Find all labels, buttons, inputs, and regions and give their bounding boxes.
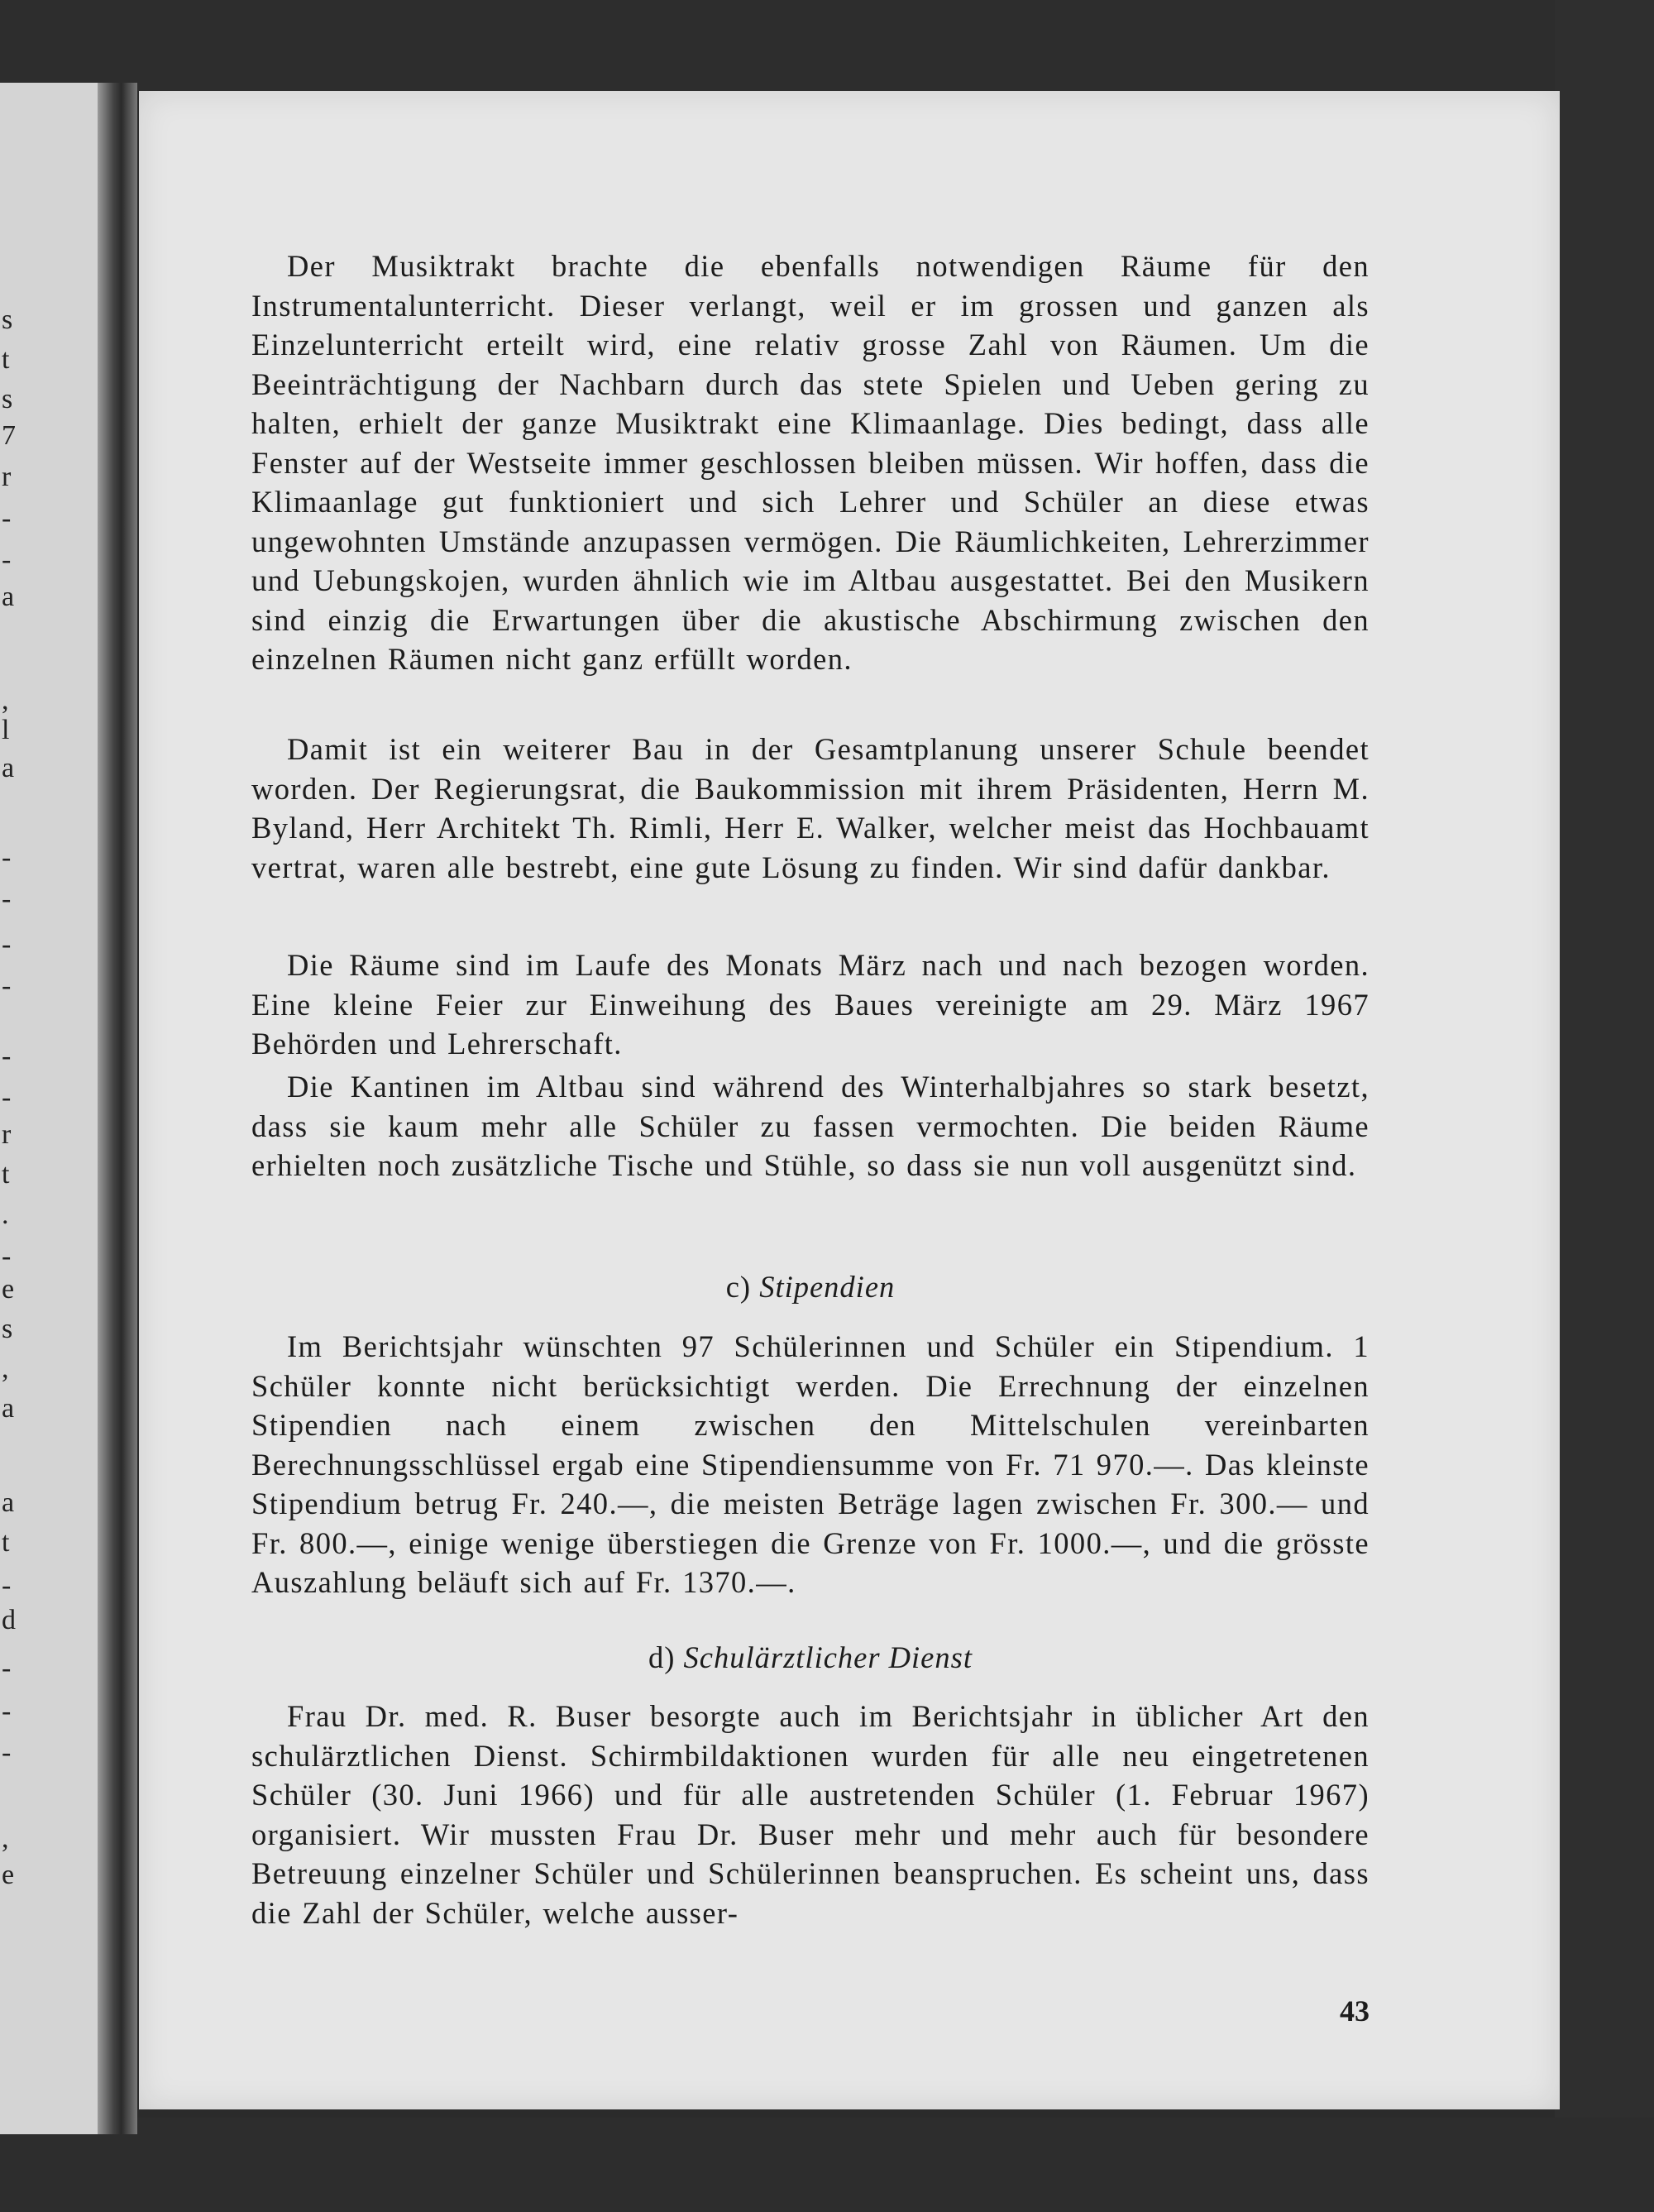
facing-page-fragment: a bbox=[2, 1393, 15, 1424]
facing-page-fragment: - bbox=[2, 1041, 12, 1071]
facing-page-fragment: - bbox=[2, 1241, 12, 1271]
facing-page-fragment: r bbox=[2, 462, 12, 492]
facing-page-fragment: r bbox=[2, 1119, 12, 1150]
facing-page-fragment: - bbox=[2, 929, 12, 960]
paragraph-kantinen bbox=[251, 1067, 1370, 1185]
facing-page-fragment: l bbox=[2, 715, 10, 745]
facing-page-fragment: t bbox=[2, 344, 10, 375]
facing-page-fragment: a bbox=[2, 753, 15, 783]
paragraph-text: Damit ist ein weiterer Bau in der Gesamtplanung unserer Schule beendet worden. Der Regierungsrat, die Baukommission mit ihrem Präsidenten, Herrn M. Byland, Herr Architekt Th. Rimli, Herr E. Walker, welcher meist das Hochbauamt vertrat, waren alle bestrebt, eine gute Lösung zu finden. Wir sind dafür dankbar. bbox=[251, 732, 1370, 884]
section-label: d) bbox=[648, 1640, 676, 1674]
facing-page-fragment: - bbox=[2, 842, 12, 873]
paragraph-text: Der Musiktrakt brachte die ebenfalls notwendigen Räume für den Instrumentalunterricht. Dieser verlangt, weil er im grossen und ganzen als Einzelunterricht erteilt wird, eine relativ grosse Zahl von Räumen. Um die Beeinträchtigung der Nachbarn durch das stete Spielen und Ueben gering zu halten, erhielt der ganze Musiktrakt eine Klimaanlage. Dies bedingt, dass alle Fenster auf der Westseite immer geschlossen bleiben müssen. Wir hoffen, dass die Klimaanlage gut funktioniert und sich Lehrer und Schüler an diese etwas ungewohnten Umstände anzupassen vermögen. Die Räumlichkeiten, Lehrerzimmer und Uebungskojen, wurden ähnlich wie im Altbau ausgestattet. Bei den Musikern sind einzig die Erwartungen über die akustische Abschirmung zwischen den einzelnen Räumen nicht ganz erfüllt worden. bbox=[251, 249, 1370, 676]
facing-page-fragment: - bbox=[2, 883, 12, 914]
facing-page-fragment: s bbox=[2, 304, 13, 335]
section-title: Schulärztlicher Dienst bbox=[683, 1640, 973, 1674]
document-page bbox=[139, 91, 1560, 2109]
paragraph-text: Im Berichtsjahr wünschten 97 Schülerinnen und Schüler ein Stipendium. 1 Schüler konnte nicht berücksichtigt werden. Die Errechnung der einzelnen Stipendien nach einem zwischen den Mittelschulen vereinbarten Berechnungsschlüssel ergab eine Stipendiensumme von Fr. 71 970.—. Das kleinste Stipendium betrug Fr. 240.—, die meisten Beträge lagen zwischen Fr. 300.— und Fr. 800.—, einige wenige überstiegen die Grenze von Fr. 1000.—, und die grösste Auszahlung beläuft sich auf Fr. 1370.—. bbox=[251, 1329, 1370, 1599]
facing-page-fragment: - bbox=[2, 1570, 12, 1601]
facing-page-fragment: , bbox=[2, 1823, 9, 1854]
paragraph-musiktrakt bbox=[251, 247, 1370, 679]
facing-page-fragment: s bbox=[2, 1314, 13, 1344]
paragraph-gesamtplanung bbox=[251, 730, 1370, 887]
facing-page-fragment: - bbox=[2, 1653, 12, 1683]
facing-page-fragment: t bbox=[2, 1527, 10, 1558]
facing-page-fragment: e bbox=[2, 1860, 15, 1890]
page-number: 43 bbox=[1340, 1994, 1370, 2028]
facing-page-fragment: - bbox=[2, 503, 12, 534]
paragraph-text: Frau Dr. med. R. Buser besorgte auch im Berichtsjahr in üblicher Art den schulärztlichen Dienst. Schirmbildaktionen wurden für alle neu eingetretenen Schüler (30. Juni 1966) und für alle austretenden Schüler (1. Februar 1967) organisiert. Wir mussten Frau Dr. Buser mehr und mehr auch für besondere Betreuung einzelner Schüler und Schülerinnen beanspruchen. Es scheint uns, dass die Zahl der Schüler, welche ausser- bbox=[251, 1699, 1370, 1930]
scanner-backdrop-bottom bbox=[0, 2118, 1654, 2212]
facing-page-fragment: - bbox=[2, 1696, 12, 1726]
book-gutter bbox=[98, 83, 137, 2134]
facing-page-fragment: - bbox=[2, 970, 12, 1001]
section-heading-stipendien bbox=[251, 1267, 1370, 1307]
facing-page-fragment: - bbox=[2, 1082, 12, 1113]
paragraph-schularzt bbox=[251, 1697, 1370, 1932]
facing-page-fragment: t bbox=[2, 1159, 10, 1190]
paragraph-text: Die Räume sind im Laufe des Monats März nach und nach bezogen worden. Eine kleine Feier zur Einweihung des Baues vereinigte am 29. März 1967 Behörden und Lehrerschaft. bbox=[251, 948, 1370, 1061]
facing-page-fragment: . bbox=[2, 1199, 9, 1230]
facing-page-fragment: a bbox=[2, 1487, 15, 1518]
facing-page-fragment: , bbox=[2, 1353, 9, 1384]
facing-page-fragment: - bbox=[2, 1737, 12, 1768]
facing-page-fragment: a bbox=[2, 582, 15, 612]
facing-page-fragment: 7 bbox=[2, 420, 16, 451]
paragraph-bezug bbox=[251, 946, 1370, 1064]
scanner-backdrop-top bbox=[0, 0, 1654, 91]
scanner-backdrop-right bbox=[1555, 0, 1654, 2212]
paragraph-text: Die Kantinen im Altbau sind während des Winterhalbjahres so stark besetzt, dass sie kaum mehr alle Schüler zu fassen vermochten. Die beiden Räume erhielten noch zusätzliche Tische und Stühle, so dass sie nun voll ausgenützt sind. bbox=[251, 1070, 1370, 1182]
paragraph-stipendien bbox=[251, 1327, 1370, 1602]
facing-page-fragment: e bbox=[2, 1274, 15, 1305]
section-heading-schularzt bbox=[251, 1638, 1370, 1678]
facing-page-fragment: d bbox=[2, 1605, 16, 1635]
section-label: c) bbox=[725, 1270, 752, 1304]
facing-page-fragment: s bbox=[2, 384, 13, 414]
facing-page-fragment: - bbox=[2, 544, 12, 575]
section-title: Stipendien bbox=[759, 1270, 896, 1304]
facing-page-fragment: , bbox=[2, 685, 9, 716]
